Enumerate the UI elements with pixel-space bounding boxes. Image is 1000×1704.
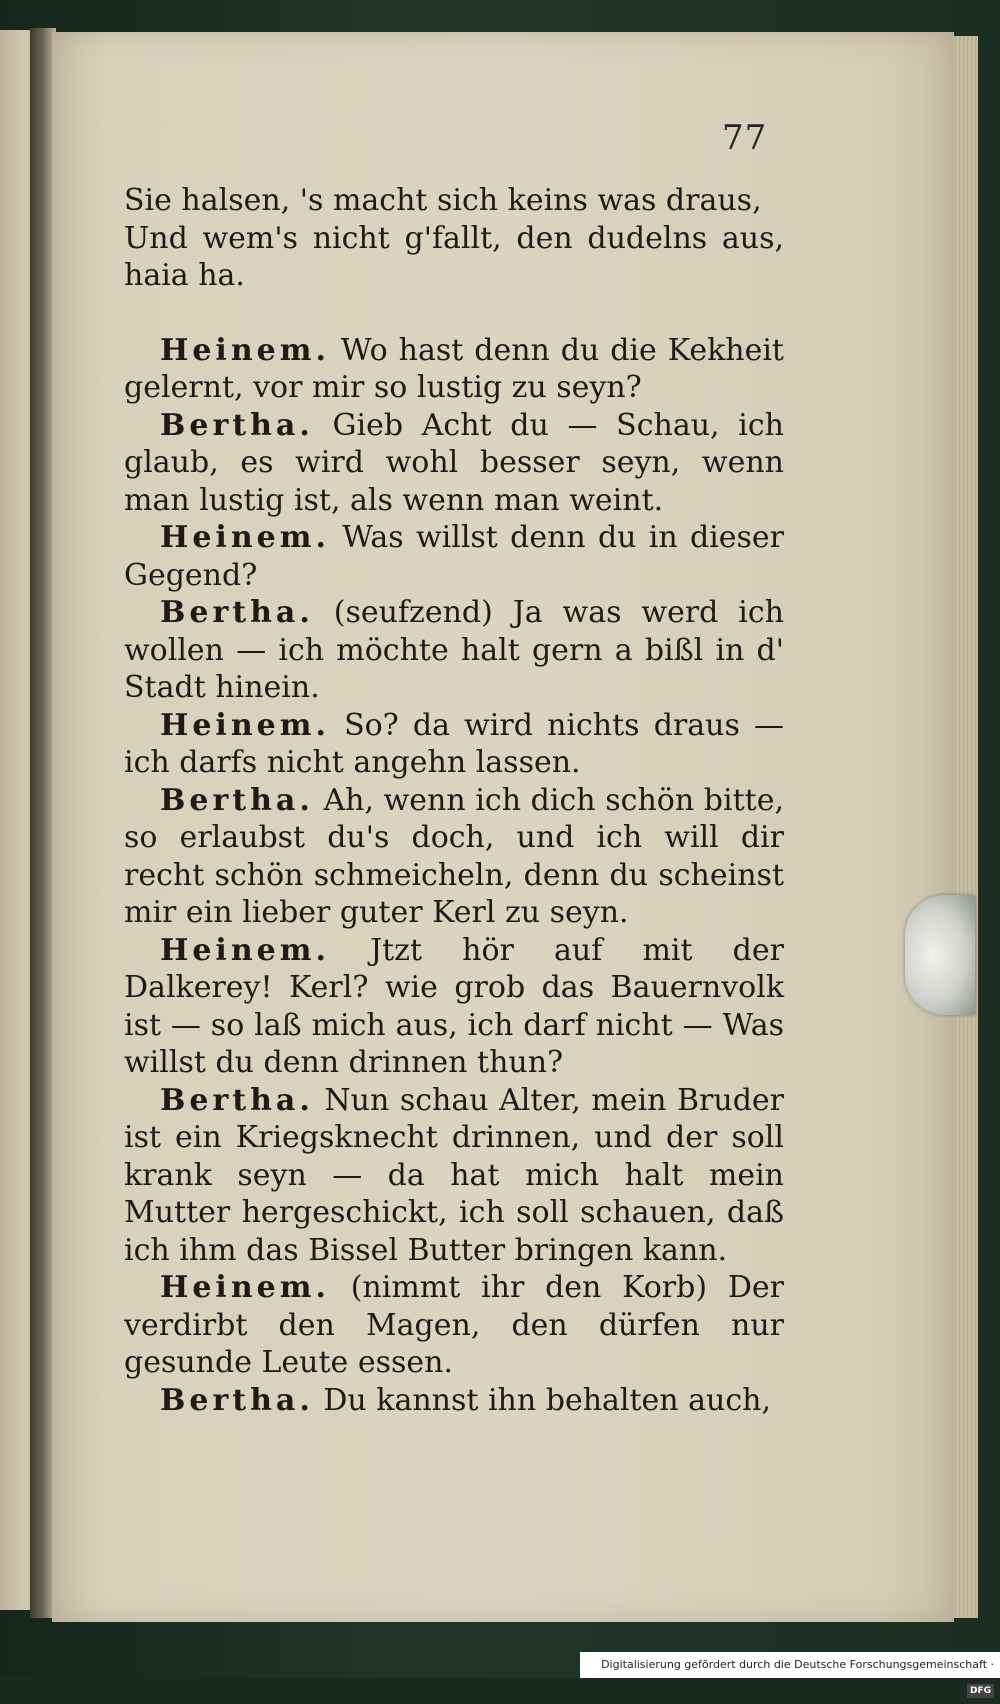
dialogue-line — [124, 1269, 784, 1382]
speaker-name: Bertha. — [160, 1082, 314, 1118]
song-verse — [124, 182, 784, 295]
verse-line: Sie halsen, 's macht sich keins was draus, — [124, 183, 762, 218]
speaker-name: Heinem. — [160, 932, 330, 968]
dialogue-text: Du kannst ihn behalten auch, — [323, 1382, 772, 1418]
speaker-name: Bertha. — [160, 595, 314, 630]
dialogue-text: Ah, wenn ich dich schön bitte, so erlaubst du's doch, und ich will dir recht schön schmeicheln, denn du scheinst mir ein lieber guter Kerl zu seyn. — [124, 782, 784, 930]
verse-line: Und wem's nicht g'fallt, den dudelns aus, haia ha. — [124, 220, 784, 293]
credit-text: Digitalisierung gefördert durch die Deutsche Forschungsgemeinschaft · — [601, 1658, 994, 1671]
dialogue-line — [124, 1082, 784, 1270]
dialogue-text: (nimmt ihr den Korb) Der verdirbt den Magen, den dürfen nur gesunde Leute essen. — [124, 1270, 784, 1380]
dialogue-text: Wo hast denn du die Kekheit gelernt, vor mir so lustig zu seyn? — [124, 332, 784, 405]
dialogue-text: Jtzt hör auf mit der Dalkerey! Kerl? wie grob das Bauernvolk ist — so laß mich aus, ich darf nicht — Was willst du denn drinnen thun? — [124, 932, 784, 1080]
speaker-name: Heinem. — [160, 1270, 330, 1305]
page-text — [124, 182, 784, 1419]
page-edges — [950, 36, 978, 1618]
speaker-name: Heinem. — [160, 707, 330, 743]
speaker-name: Heinem. — [160, 520, 330, 555]
dialogue-text: (seufzend) Ja was werd ich wollen — ich möchte halt gern a bißl in d' Stadt hinein. — [124, 595, 785, 705]
dialogue-line — [124, 782, 784, 932]
dialogue-line — [124, 407, 784, 520]
dialogue-line — [124, 707, 784, 782]
dialogue-text: So? da wird nichts draus — ich darfs nicht angehn lassen. — [124, 707, 784, 780]
dialogue-line — [124, 1382, 784, 1420]
dialogue-text: Gieb Acht du — Schau, ich glaub, es wird wohl besser seyn, wenn man lustig ist, als wenn man weint. — [124, 407, 784, 518]
page-clip — [905, 895, 975, 1015]
page-number: 77 — [722, 118, 768, 158]
speaker-name: Bertha. — [160, 1382, 314, 1418]
dialogue-text: Was willst denn du in dieser Gegend? — [124, 520, 784, 593]
dialogue-line — [124, 332, 784, 407]
dialogue-line — [124, 519, 784, 594]
dialogue-line — [124, 594, 784, 707]
dfg-logo: DFG — [967, 1684, 994, 1698]
dialogue-line — [124, 932, 784, 1082]
speaker-name: Heinem. — [160, 332, 330, 368]
dialogue-text: Nun schau Alter, mein Bruder ist ein Kriegsknecht drinnen, und der soll krank seyn — da hat mich halt mein Mutter hergeschickt, ich soll schauen, daß ich ihm das Bissel Butter bringen kann. — [124, 1082, 784, 1268]
digitization-credit — [580, 1652, 1000, 1696]
speaker-name: Bertha. — [160, 407, 314, 443]
speaker-name: Bertha. — [160, 782, 314, 818]
